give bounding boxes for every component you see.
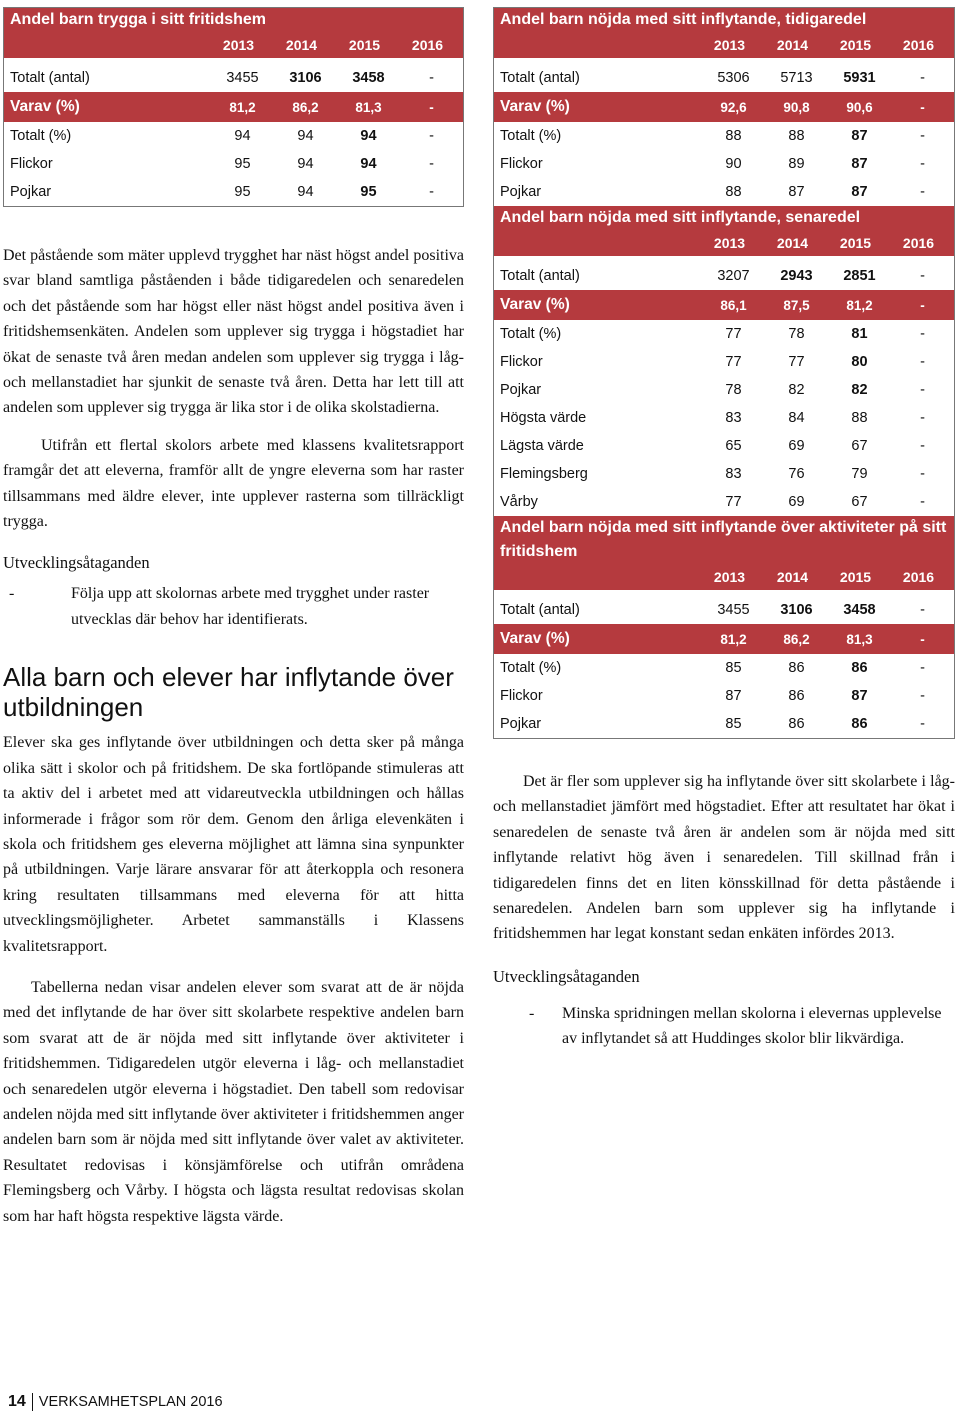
footer-label: VERKSAMHETSPLAN 2016: [38, 1394, 223, 1410]
year-header: 2013: [713, 569, 746, 585]
table-cell: -: [429, 128, 434, 144]
table-cell: 3106: [780, 602, 813, 618]
table-cell: 81,3: [846, 631, 873, 647]
table-cell: 82: [851, 382, 868, 398]
table-row: [4, 64, 463, 92]
year-header-row: [494, 564, 954, 590]
table-cell: 94: [297, 128, 314, 144]
table-row: [494, 348, 954, 376]
year-header: 2016: [411, 37, 444, 53]
table-cell: 83: [725, 410, 742, 426]
bullet-item: [3, 581, 464, 632]
page-footer: [8, 1393, 223, 1411]
table-row: [4, 178, 463, 206]
table-cell: 90: [725, 156, 742, 172]
year-header: 2015: [839, 235, 872, 251]
table-cell: 94: [360, 156, 377, 172]
table-row: [494, 122, 954, 150]
table-row: [494, 320, 954, 348]
row-label: Pojkar: [500, 184, 542, 200]
row-label: Varav (%): [10, 98, 80, 115]
table-cell: 87: [851, 688, 868, 704]
row-label: Totalt (antal): [10, 70, 90, 86]
table-cell: 69: [788, 438, 805, 454]
right-column: [493, 0, 955, 1052]
table-cell: 90,8: [783, 99, 810, 115]
table-cell: -: [920, 268, 925, 284]
table-row: [494, 150, 954, 178]
table-row: [494, 92, 954, 122]
table-cell: 3458: [843, 602, 876, 618]
row-label: Totalt (%): [10, 128, 72, 144]
table-row: [494, 64, 954, 92]
row-label: Totalt (%): [500, 128, 562, 144]
bullet-item-right: [493, 1001, 955, 1052]
bullet-text: Minska spridningen mellan skolorna i elevernas upplevelse av inflytandet så att Huddinges skolor blir likvärdiga.: [562, 1004, 942, 1048]
table-row: [494, 178, 954, 206]
table-cell: 81,3: [355, 99, 382, 115]
table-cell: 88: [851, 410, 868, 426]
table-cell: -: [429, 99, 434, 115]
row-label: Pojkar: [10, 184, 52, 200]
table-row: [494, 710, 954, 738]
row-label: Varav (%): [500, 630, 570, 647]
table-cell: 86: [851, 660, 868, 676]
table-cell: 77: [788, 354, 805, 370]
row-label: Lägsta värde: [500, 438, 584, 454]
table-cell: 3106: [289, 70, 322, 86]
row-label: Totalt (%): [500, 326, 562, 342]
table-cell: -: [920, 70, 925, 86]
table-cell: 5306: [717, 70, 750, 86]
table-cell: -: [920, 326, 925, 342]
table-cell: 80: [851, 354, 868, 370]
table-cell: -: [920, 297, 925, 313]
table-title: Andel barn nöjda med sitt inflytande, tidigaredel: [500, 11, 867, 28]
paragraph-trygghet: Det påstående som mäter upplevd trygghet har näst högst andel positiva svar bland samtliga påståenden i både tidigaredelen och senaredelen och det påstående som har högst eller näst högst andel positiva även i fritidshemsenkäten. Andelen som upplever sig trygga i högstadiet har ökat de senaste två åren medan andelen som upplever sig trygga i låg- och mellanstadiet har sjunkit de senaste två åren. Detta har lett till att andelen som upplever sig trygga är lika stor i de olika skolstadierna.: [3, 247, 464, 417]
table-cell: -: [920, 494, 925, 510]
table-cell: 94: [234, 128, 251, 144]
table-cell: -: [920, 438, 925, 454]
table-cell: 3458: [352, 70, 385, 86]
table-row: [494, 654, 954, 682]
row-label: Totalt (antal): [500, 602, 580, 618]
table-cell: 69: [788, 494, 805, 510]
row-label: Flickor: [500, 688, 543, 704]
table-row: [494, 596, 954, 624]
subheading-utvecklingsataganden-right: Utvecklingsåtaganden: [493, 966, 640, 986]
subheading-utvecklingsataganden: Utvecklingsåtaganden: [3, 553, 150, 573]
year-header: 2015: [839, 37, 872, 53]
table-row: [4, 122, 463, 150]
bullet-text: Följa upp att skolornas arbete med trygghet under raster utvecklas där behov har identifierats.: [71, 585, 430, 628]
table-cell: 86,2: [292, 99, 319, 115]
table-row: [4, 150, 463, 178]
table-row: [494, 432, 954, 460]
table-cell: 87: [788, 184, 805, 200]
table-trygga-fritidshem: [3, 7, 464, 207]
table-cell: 81,2: [720, 631, 747, 647]
year-header: 2014: [776, 569, 809, 585]
table-cell: 76: [788, 466, 805, 482]
row-label: Totalt (antal): [500, 268, 580, 284]
table-cell: 88: [725, 184, 742, 200]
table-title: Andel barn trygga i sitt fritidshem: [10, 11, 267, 28]
table-cell: -: [920, 156, 925, 172]
row-label: Pojkar: [500, 716, 542, 732]
table-cell: 2851: [843, 268, 876, 284]
table-cell: 3455: [226, 70, 259, 86]
bullet-dash: -: [529, 1004, 535, 1022]
table-cell: -: [920, 631, 925, 647]
row-label: Högsta värde: [500, 410, 587, 426]
year-header: 2013: [222, 37, 255, 53]
table-cell: 87: [725, 688, 742, 704]
table-cell: 67: [851, 438, 868, 454]
table-cell: 81,2: [229, 99, 256, 115]
year-header: 2016: [902, 235, 935, 251]
table-cell: 88: [788, 128, 805, 144]
row-label: Varav (%): [500, 296, 570, 313]
table-cell: 92,6: [720, 99, 747, 115]
table-header: [4, 8, 463, 58]
tables-right-block: [493, 7, 955, 739]
table-cell: 95: [360, 184, 377, 200]
paragraph-raster: Utifrån ett flertal skolors arbete med klassens kvalitetsrapport framgår det att eleverna, framför allt de yngre eleverna som har raster tillsammans med äldre elever, inte upplever rasterna som tillräckligt trygga.: [3, 436, 464, 531]
row-label: Flickor: [10, 156, 53, 172]
table-cell: 88: [725, 128, 742, 144]
table-cell: 67: [851, 494, 868, 510]
row-label: Varav (%): [500, 98, 570, 115]
table-cell: 87: [851, 184, 868, 200]
row-label: Pojkar: [500, 382, 542, 398]
footer-divider: [32, 1393, 33, 1411]
table-cell: 86,1: [720, 297, 747, 313]
year-header: 2015: [348, 37, 381, 53]
table-header: [494, 8, 954, 58]
bullet-dash: -: [9, 585, 15, 603]
section-heading: Alla barn och elever har inflytande över utbildningen: [3, 662, 454, 723]
row-label: Flickor: [500, 354, 543, 370]
table-cell: 65: [725, 438, 742, 454]
row-label: Totalt (antal): [500, 70, 580, 86]
table-cell: 77: [725, 326, 742, 342]
table-cell: 89: [788, 156, 805, 172]
table-cell: 94: [297, 184, 314, 200]
table-cell: -: [920, 466, 925, 482]
row-label: Flickor: [500, 156, 543, 172]
table-cell: -: [920, 716, 925, 732]
table-cell: 86: [788, 716, 805, 732]
table-senaredel: [494, 206, 954, 516]
row-label: Flemingsberg: [500, 466, 588, 482]
table-row: [494, 488, 954, 516]
year-header: 2014: [776, 235, 809, 251]
table-tidigaredel: [494, 8, 954, 206]
table-cell: 77: [725, 354, 742, 370]
table-cell: 81: [851, 326, 868, 342]
table-cell: -: [429, 184, 434, 200]
table-cell: 5931: [843, 70, 876, 86]
table-cell: 90,6: [846, 99, 873, 115]
table-cell: 85: [725, 660, 742, 676]
table-row: [494, 404, 954, 432]
table-cell: 95: [234, 184, 251, 200]
table-cell: -: [429, 156, 434, 172]
table-header: [494, 516, 954, 590]
table-row: [494, 624, 954, 654]
table-cell: 78: [725, 382, 742, 398]
table-cell: 85: [725, 716, 742, 732]
paragraph-inflytande: Elever ska ges inflytande över utbildningen och detta sker på många olika sätt i skolor och på fritidshem. De ska fortlöpande stimuleras att ta aktiv del i arbetet med att vidareutveckla utbildningen och hållas informerade i frågor som rör dem. Genom den årliga elevenkäten i skola och fritidshem ges eleverna möjlighet att lämna sina synpunkter på utbildningen. Varje lärare ansvarar för att återkoppla och resonera kring resultaten tillsammans med eleverna för att hitta utvecklingsmöjligheter. Arbetet sammanställs i Klassens kvalitetsrapport.: [3, 734, 464, 955]
table-row: [494, 262, 954, 290]
year-header: 2013: [713, 235, 746, 251]
table-cell: 5713: [780, 70, 813, 86]
table-cell: 84: [788, 410, 805, 426]
table-cell: 94: [297, 156, 314, 172]
table-cell: 86: [851, 716, 868, 732]
paragraph-inflytande-resultat: Det är fler som upplever sig ha inflytande över sitt skolarbete i låg- och mellanstadiet jämfört med högstadiet. Efter att resultatet har ökat i senaredelen de senaste två åren är andelen som är nöjda med sitt inflytande relativt hög även i senaredelen. Till skillnad från i tidigaredelen finns det en liten könsskillnad för detta påstående i senaredelen. Andelen barn som upplever sig ha inflytande i fritidshemmen har legat konstant sedan enkäten infördes 2013.: [493, 773, 955, 943]
row-label: Vårby: [500, 494, 538, 510]
row-label: Totalt (%): [500, 660, 562, 676]
left-column: [3, 0, 464, 1229]
table-cell: -: [920, 410, 925, 426]
table-cell: 86: [788, 688, 805, 704]
table-cell: 3207: [717, 268, 750, 284]
table-row: [494, 376, 954, 404]
table-cell: -: [920, 660, 925, 676]
table-cell: 95: [234, 156, 251, 172]
table-cell: 2943: [780, 268, 813, 284]
table-cell: -: [920, 184, 925, 200]
table-title: Andel barn nöjda med sitt inflytande över aktiviteter på sitt fritidshem: [500, 519, 947, 560]
table-aktiviteter-fritidshem: [494, 516, 954, 738]
table-cell: 83: [725, 466, 742, 482]
table-cell: 78: [788, 326, 805, 342]
table-cell: -: [920, 688, 925, 704]
table-cell: -: [920, 382, 925, 398]
table-cell: 86,2: [783, 631, 810, 647]
page-number: 14: [8, 1393, 26, 1410]
table-cell: -: [429, 70, 434, 86]
table-cell: 94: [360, 128, 377, 144]
year-header: 2016: [902, 569, 935, 585]
table-cell: 79: [851, 466, 868, 482]
year-header: 2013: [713, 37, 746, 53]
year-header: 2016: [902, 37, 935, 53]
table-row: [494, 682, 954, 710]
year-header-row: [494, 230, 954, 256]
table-cell: 86: [788, 660, 805, 676]
paragraph-tabellerna: Tabellerna nedan visar andelen elever som svarat att de är nöjda med det inflytande de har över sitt skolarbete respektive andelen barn som svarat att de är nöjda med sitt inflytande över aktiviteter i fritidshemmen. Tidigaredelen utgör eleverna i låg- och mellanstadiet och senaredelen utgör eleverna i högstadiet. Den tabell som redovisar andelen nöjda med sitt inflytande över aktiviteter i fritidshemmen anger andelen barn som är nöjda med sitt inflytande över valet av aktiviteter. Resultatet redovisas i könsjämförelse och utifrån områdena Flemingsberg och Vårby. I högsta och lägsta resultat redovisas skolan som har haft högsta respektive lägsta värde.: [3, 978, 464, 1225]
table-row: [494, 290, 954, 320]
table-cell: 87,5: [783, 297, 810, 313]
table-cell: 87: [851, 128, 868, 144]
table-cell: -: [920, 354, 925, 370]
year-header-row: [494, 32, 954, 58]
table-row: [494, 460, 954, 488]
table-title: Andel barn nöjda med sitt inflytande, senaredel: [500, 209, 861, 226]
year-header: 2014: [285, 37, 318, 53]
year-header-row: [4, 32, 463, 58]
table-row: [4, 92, 463, 122]
table-cell: 77: [725, 494, 742, 510]
table-cell: 81,2: [846, 297, 873, 313]
table-cell: -: [920, 602, 925, 618]
table-header: [494, 206, 954, 256]
year-header: 2015: [839, 569, 872, 585]
table-cell: 87: [851, 156, 868, 172]
year-header: 2014: [776, 37, 809, 53]
table-cell: -: [920, 128, 925, 144]
table-cell: -: [920, 99, 925, 115]
table-cell: 82: [788, 382, 805, 398]
table-cell: 3455: [717, 602, 750, 618]
